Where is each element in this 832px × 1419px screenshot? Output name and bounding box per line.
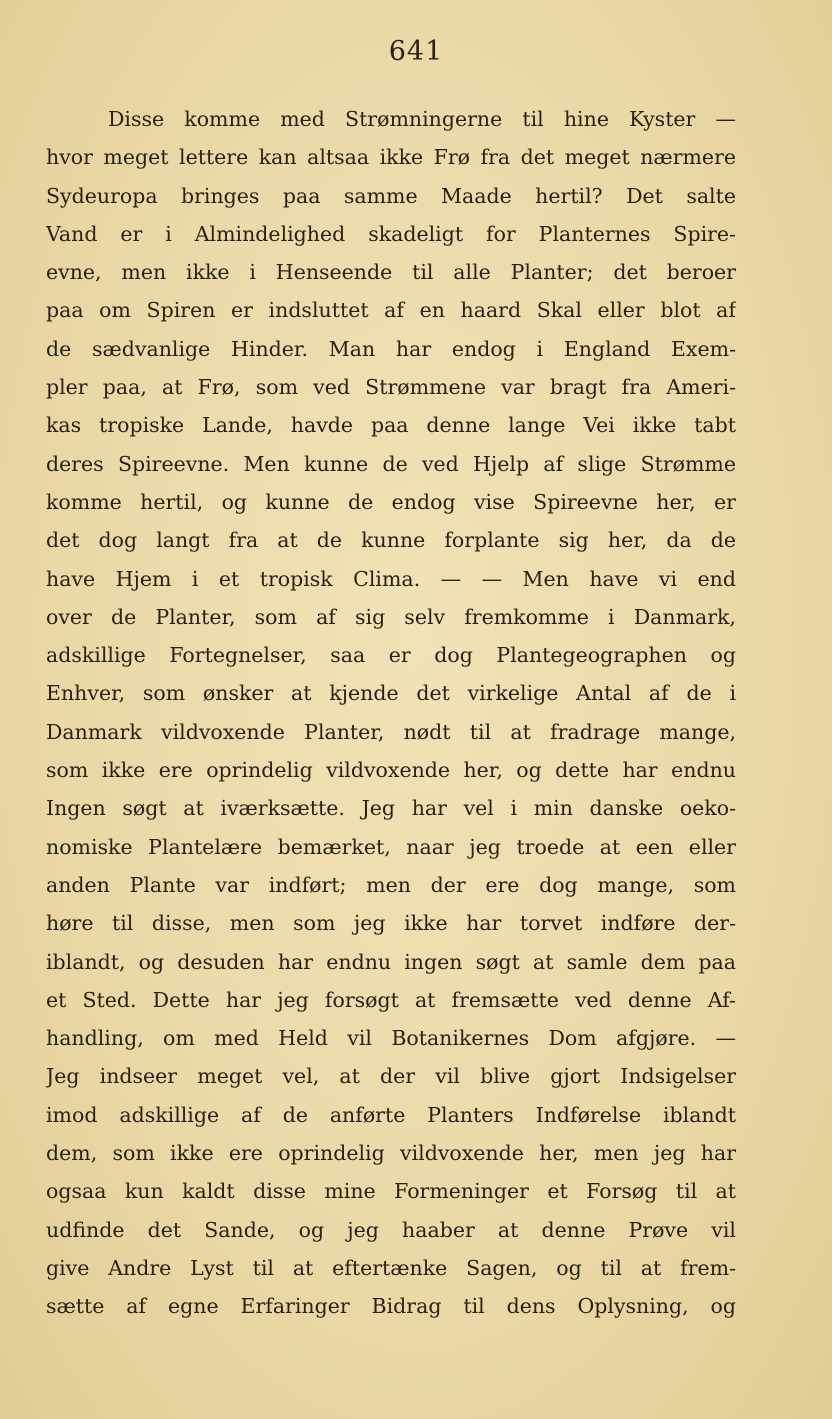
text-line: Vand er i Almindelighed skadeligt for Planternes Spire- [46, 221, 736, 246]
text-line: komme hertil, og kunne de endog vise Spireevne her, er [46, 489, 736, 514]
text-line: som ikke ere oprindelig vildvoxende her, og dette har endnu [46, 758, 736, 783]
text-line: Ingen søgt at iværksætte. Jeg har vel i min danske oeko- [46, 796, 736, 821]
text-line: imod adskillige af de anførte Planters Indførelse iblandt [46, 1102, 736, 1127]
text-line: have Hjem i et tropisk Clima. — — Men have vi end [46, 566, 736, 591]
page-number: 641 [388, 36, 444, 67]
text-line: høre til disse, men som jeg ikke har torvet indføre der- [46, 911, 736, 936]
text-line: de sædvanlige Hinder. Man har endog i England Exem- [46, 336, 736, 361]
text-line: nomiske Plantelære bemærket, naar jeg troede at een eller [46, 834, 736, 859]
text-line: evne, men ikke i Henseende til alle Planter; det beroer [46, 260, 736, 285]
text-line: Enhver, som ønsker at kjende det virkelige Antal af de i [46, 681, 736, 706]
text-line: udfinde det Sande, og jeg haaber at denne Prøve vil [46, 1217, 736, 1242]
text-line: det dog langt fra at de kunne forplante sig her, da de [46, 528, 736, 553]
body-text [46, 100, 736, 1326]
text-line: hvor meget lettere kan altsaa ikke Frø fra det meget nærmere [46, 145, 736, 170]
text-line: Jeg indseer meget vel, at der vil blive gjort Indsigelser [46, 1064, 736, 1089]
text-line: iblandt, og desuden har endnu ingen søgt at samle dem paa [46, 949, 736, 974]
text-line: sætte af egne Erfaringer Bidrag til dens Oplysning, og [46, 1294, 736, 1319]
text-line: Sydeuropa bringes paa samme Maade hertil? Det salte [46, 183, 736, 208]
text-line: over de Planter, som af sig selv fremkomme i Danmark, [46, 604, 736, 629]
text-line: deres Spireevne. Men kunne de ved Hjelp af slige Strømme [46, 451, 736, 476]
text-line: ogsaa kun kaldt disse mine Formeninger et Forsøg til at [46, 1179, 736, 1204]
text-line: paa om Spiren er indsluttet af en haard Skal eller blot af [46, 298, 736, 323]
text-line: pler paa, at Frø, som ved Strømmene var bragt fra Ameri- [46, 375, 736, 400]
text-line: kas tropiske Lande, havde paa denne lange Vei ikke tabt [46, 413, 736, 438]
text-line: handling, om med Held vil Botanikernes Dom afgjøre. — [46, 1026, 736, 1051]
text-line: Disse komme med Strømningerne til hine Kyster — [108, 107, 736, 131]
text-line: adskillige Fortegnelser, saa er dog Plantegeographen og [46, 643, 736, 668]
text-line: dem, som ikke ere oprindelig vildvoxende her, men jeg har [46, 1141, 736, 1166]
text-line: et Sted. Dette har jeg forsøgt at fremsætte ved denne Af- [46, 987, 736, 1012]
text-line: Danmark vildvoxende Planter, nødt til at fradrage mange, [46, 719, 736, 744]
text-line: anden Plante var indført; men der ere dog mange, som [46, 872, 736, 897]
text-line: give Andre Lyst til at eftertænke Sagen, og til at frem- [46, 1255, 736, 1280]
